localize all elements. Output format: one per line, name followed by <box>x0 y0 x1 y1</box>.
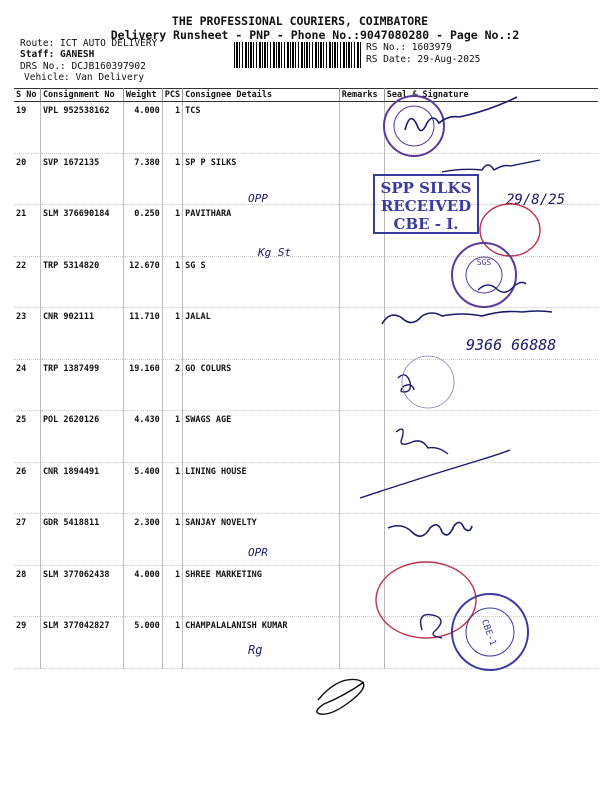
row-pcs: 1 <box>162 514 182 566</box>
row-consignment: CNR 902111 <box>40 308 123 360</box>
col-consignee: Consignee Details <box>183 89 340 102</box>
row-consignment: TRP 5314820 <box>40 256 123 308</box>
svg-text:SPP SILKS: SPP SILKS <box>380 179 472 197</box>
row-pcs: 1 <box>162 411 182 463</box>
row-consignee: SP P SILKS <box>183 153 340 205</box>
barcode <box>234 42 362 68</box>
row-pcs: 1 <box>162 617 182 669</box>
row-signature <box>384 514 598 566</box>
row-signature <box>384 462 598 514</box>
row-sno: 23 <box>14 308 40 360</box>
row-consignee: TCS <box>183 102 340 154</box>
row-remarks <box>339 308 384 360</box>
handwritten-kg-st: Kg St <box>258 246 292 259</box>
table-row <box>14 153 598 205</box>
rs-date: RS Date: 29-Aug-2025 <box>366 54 481 65</box>
row-remarks <box>339 565 384 617</box>
col-sno: S No <box>14 89 40 102</box>
row-consignment: SVP 1672135 <box>40 153 123 205</box>
row-remarks <box>339 617 384 669</box>
handwritten-opp-21: OPP <box>248 192 268 205</box>
row-weight: 11.710 <box>123 308 162 360</box>
row-consignee: GO COLURS <box>183 359 340 411</box>
row-sno: 22 <box>14 256 40 308</box>
row-pcs: 1 <box>162 153 182 205</box>
handwritten-rg: Rg <box>248 643 263 657</box>
row-signature <box>384 256 598 308</box>
row-remarks <box>339 359 384 411</box>
runsheet-table <box>14 88 598 669</box>
row-weight: 5.000 <box>123 617 162 669</box>
row-weight: 0.250 <box>123 205 162 257</box>
row-signature <box>384 617 598 669</box>
handwritten-phone: 9366 66888 <box>466 336 557 354</box>
row-remarks <box>339 153 384 205</box>
row-signature <box>384 205 598 257</box>
col-consignment: Consignment No <box>40 89 123 102</box>
row-weight: 4.000 <box>123 102 162 154</box>
row-signature <box>384 102 598 154</box>
row-weight: 19.160 <box>123 359 162 411</box>
svg-text:RECEIVED: RECEIVED <box>380 197 472 215</box>
row-sno: 27 <box>14 514 40 566</box>
col-pcs: PCS <box>162 89 182 102</box>
table-row <box>14 102 598 154</box>
row-pcs: 1 <box>162 205 182 257</box>
row-signature <box>384 411 598 463</box>
row-signature <box>384 153 598 205</box>
route-label: Route: ICT AUTO DELIVERY <box>20 38 158 49</box>
row-weight: 4.000 <box>123 565 162 617</box>
row-sno: 26 <box>14 462 40 514</box>
vehicle-label: Vehicle: Van Delivery <box>24 72 145 83</box>
row-sno: 21 <box>14 205 40 257</box>
row-weight: 4.430 <box>123 411 162 463</box>
row-remarks <box>339 462 384 514</box>
table-row <box>14 256 598 308</box>
row-sno: 24 <box>14 359 40 411</box>
row-remarks <box>339 205 384 257</box>
rs-number: RS No.: 1603979 <box>366 42 452 53</box>
row-pcs: 1 <box>162 256 182 308</box>
row-signature <box>384 565 598 617</box>
row-consignment: TRP 1387499 <box>40 359 123 411</box>
svg-text:SGS: SGS <box>476 258 492 267</box>
row-remarks <box>339 514 384 566</box>
row-pcs: 2 <box>162 359 182 411</box>
col-remarks: Remarks <box>339 89 384 102</box>
row-remarks <box>339 256 384 308</box>
table-row <box>14 565 598 617</box>
runsheet-subtitle: Delivery Runsheet - PNP - Phone No.:9047080280 - Page No.:2 <box>110 28 520 42</box>
row-sno: 20 <box>14 153 40 205</box>
row-consignment: POL 2620126 <box>40 411 123 463</box>
company-title: THE PROFESSIONAL COURIERS, COIMBATORE <box>171 14 429 28</box>
row-weight: 2.300 <box>123 514 162 566</box>
table-row <box>14 462 598 514</box>
svg-text:CBE - I.: CBE - I. <box>393 215 459 233</box>
table-row <box>14 308 598 360</box>
row-consignee: SANJAY NOVELTY <box>183 514 340 566</box>
svg-text:CBE-1: CBE-1 <box>478 618 498 648</box>
handwritten-date: 29/8/25 <box>506 192 566 208</box>
row-consignee: JALAL <box>183 308 340 360</box>
row-consignee: SG S <box>183 256 340 308</box>
table-row <box>14 411 598 463</box>
staff-label: Staff: GANESH <box>20 49 95 60</box>
row-consignee: CHAMPALALANISH KUMAR <box>183 617 340 669</box>
row-weight: 5.400 <box>123 462 162 514</box>
row-consignee: PAVITHARA <box>183 205 340 257</box>
row-remarks <box>339 411 384 463</box>
row-pcs: 1 <box>162 308 182 360</box>
row-sno: 25 <box>14 411 40 463</box>
drs-number: DRS No.: DCJB160397902 <box>20 61 146 72</box>
signature-bottom <box>317 679 364 714</box>
row-consignment: SLM 377062438 <box>40 565 123 617</box>
row-consignment: SLM 376690184 <box>40 205 123 257</box>
row-sno: 29 <box>14 617 40 669</box>
row-pcs: 1 <box>162 565 182 617</box>
row-sno: 28 <box>14 565 40 617</box>
row-signature <box>384 359 598 411</box>
table-header-row <box>14 89 598 102</box>
row-pcs: 1 <box>162 102 182 154</box>
row-signature <box>384 308 598 360</box>
table-row <box>14 514 598 566</box>
row-weight: 7.380 <box>123 153 162 205</box>
table-row <box>14 359 598 411</box>
table-row <box>14 205 598 257</box>
table-row <box>14 617 598 669</box>
col-weight: Weight <box>123 89 162 102</box>
row-consignee: SHREE MARKETING <box>183 565 340 617</box>
row-consignment: SLM 377042827 <box>40 617 123 669</box>
row-consignment: GDR 5418811 <box>40 514 123 566</box>
row-consignee: LINING HOUSE <box>183 462 340 514</box>
row-consignee: SWAGS AGE <box>183 411 340 463</box>
row-sno: 19 <box>14 102 40 154</box>
row-weight: 12.670 <box>123 256 162 308</box>
row-consignment: VPL 952538162 <box>40 102 123 154</box>
row-remarks <box>339 102 384 154</box>
row-consignment: CNR 1894491 <box>40 462 123 514</box>
col-signature: Seal & Signature <box>384 89 598 102</box>
row-pcs: 1 <box>162 462 182 514</box>
handwritten-opr: OPR <box>248 546 268 559</box>
